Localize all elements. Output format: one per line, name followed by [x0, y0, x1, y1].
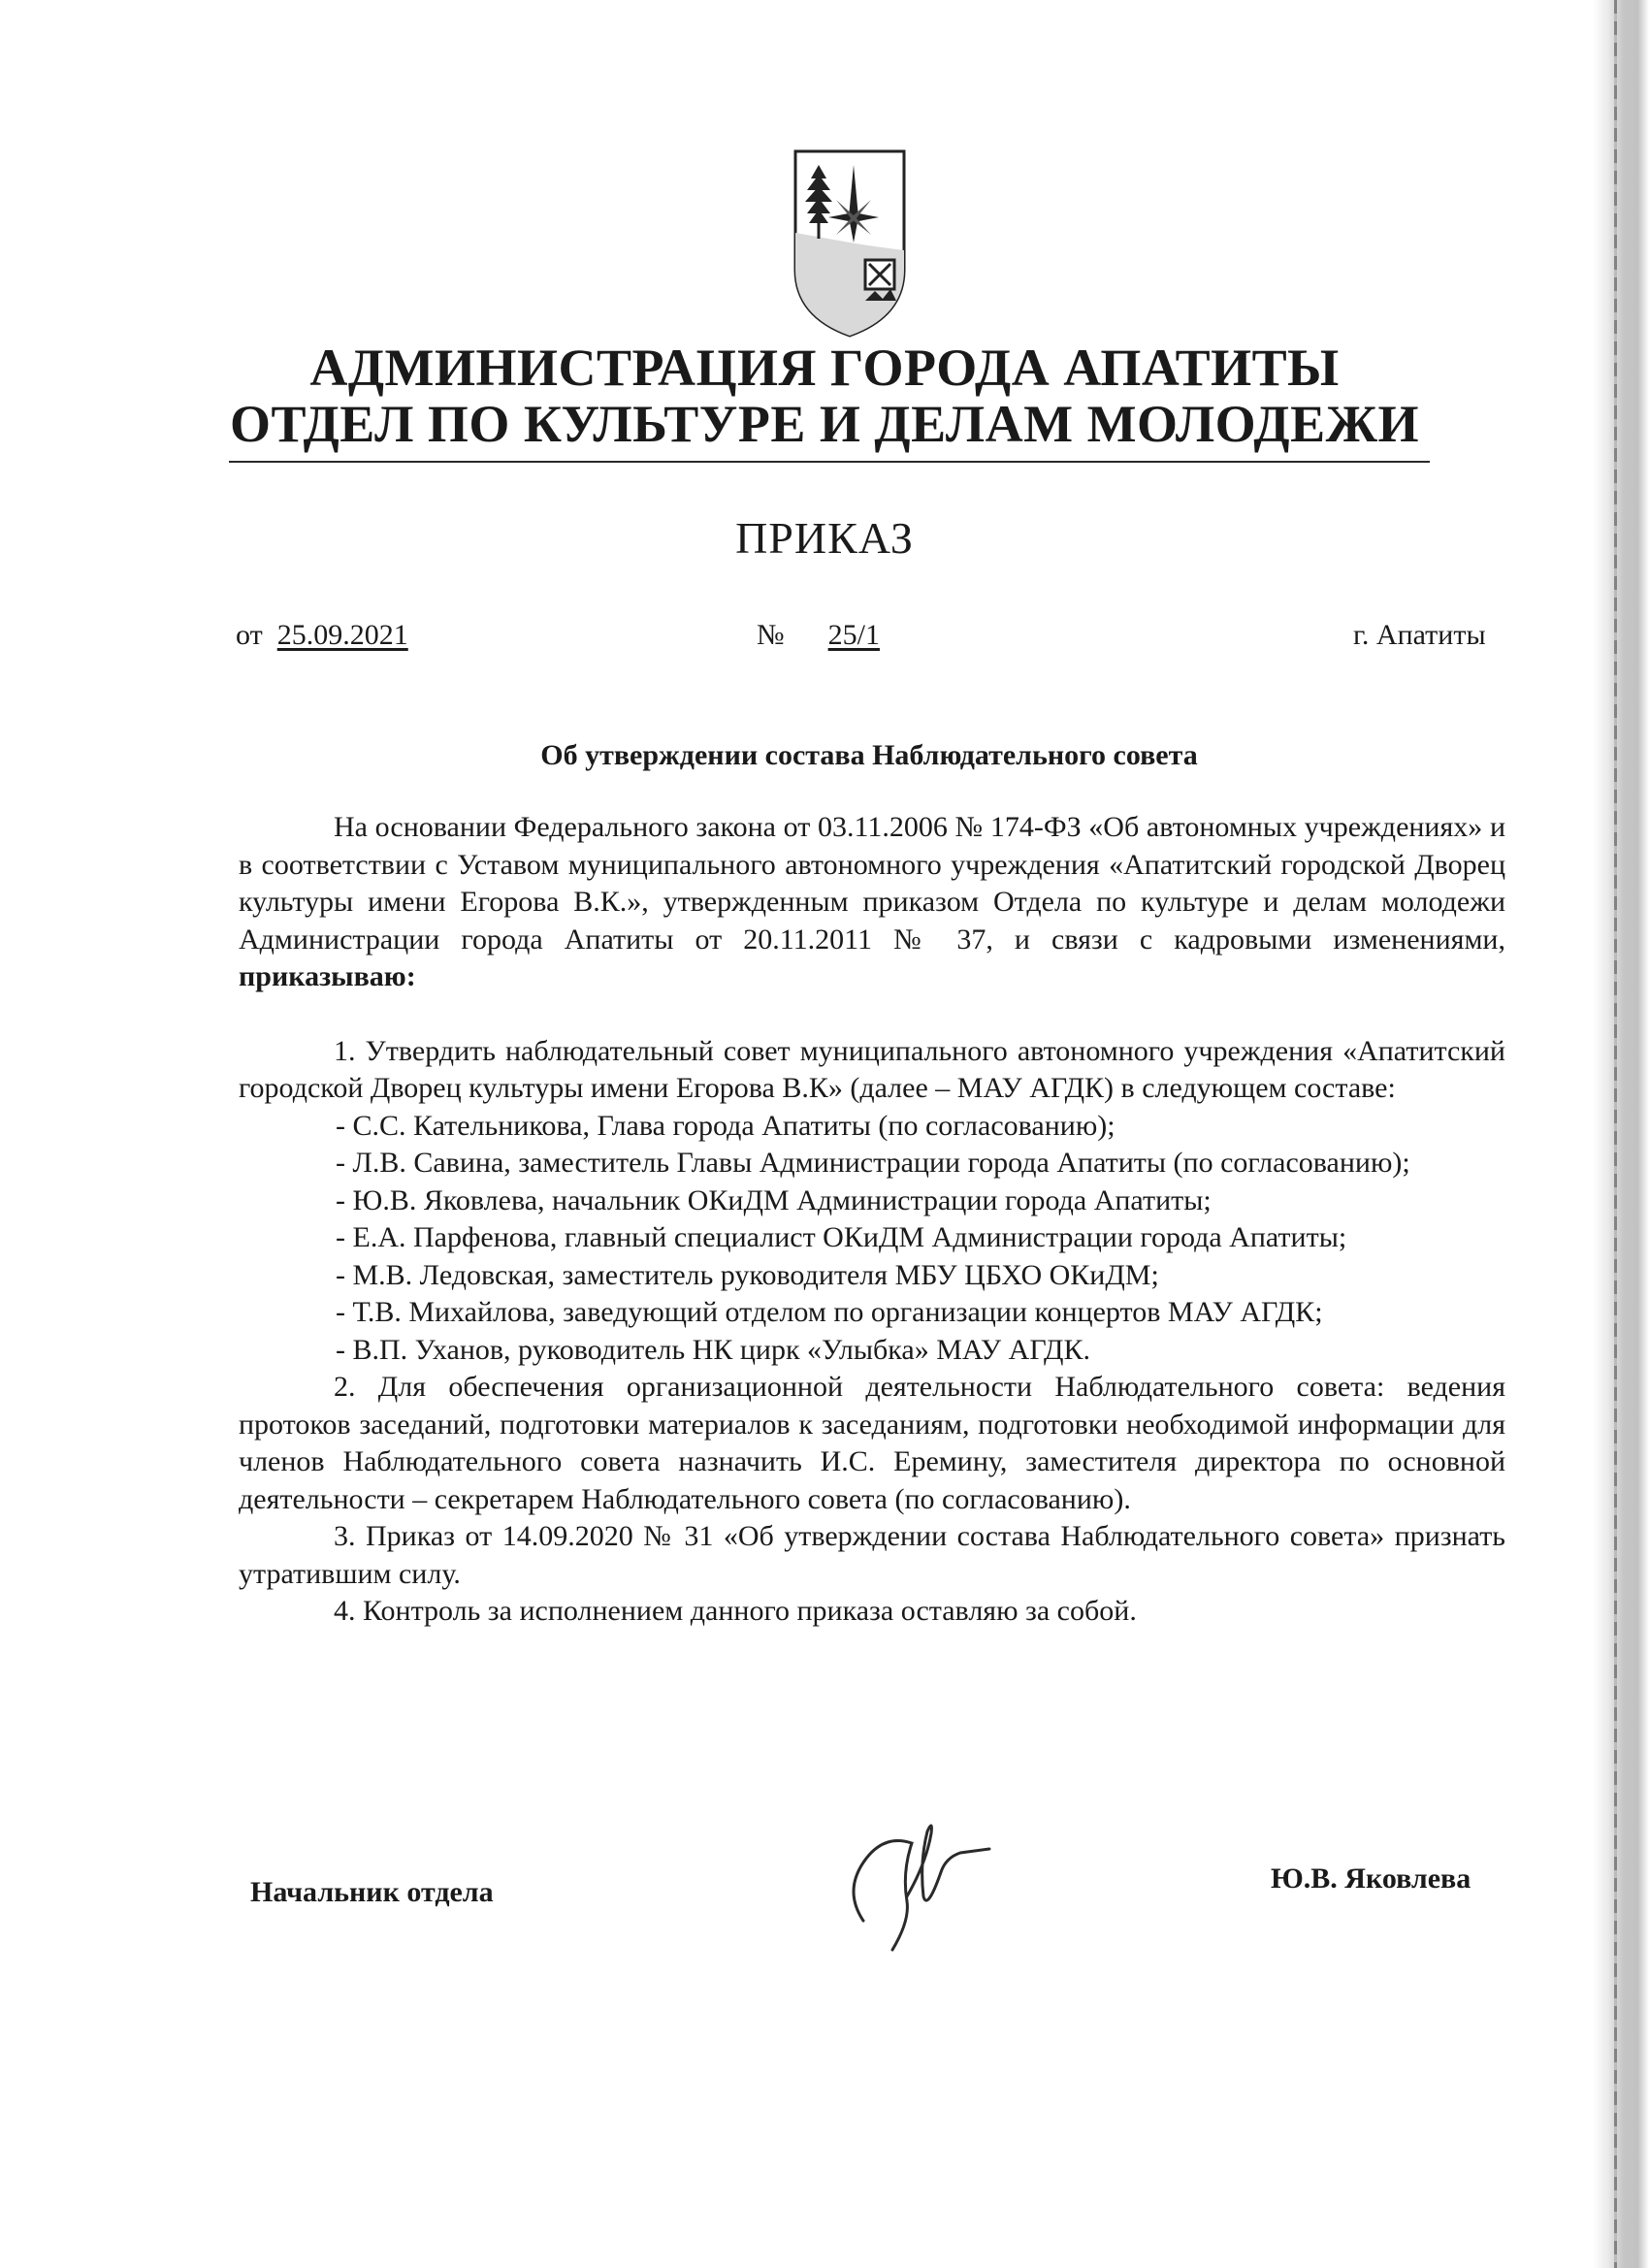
order-word: приказываю: [239, 960, 416, 992]
member-item: - Ю.В. Яковлева, начальник ОКиДМ Администрации города Апатиты; [336, 1183, 1212, 1216]
member-item: - Т.В. Михайлова, заведующий отделом по организации концертов МАУ АГДК; [336, 1296, 1323, 1328]
member-item: - Е.А. Парфенова, главный специалист ОКиДМ Администрации города Апатиты; [336, 1221, 1347, 1253]
order-date-label: от [236, 619, 263, 651]
member-item: - В.П. Уханов, руководитель НК цирк «Улыбка» МАУ АГДК. [336, 1333, 1091, 1366]
document-type: ПРИКАЗ [735, 513, 914, 563]
item-4: 4. Контроль за исполнением данного приказа оставляю за собой. [334, 1595, 1137, 1627]
preamble-paragraph [239, 809, 1505, 996]
member-item: - М.В. Ледовская, заместитель руководителя МБУ ЦБХО ОКиДМ; [336, 1258, 1159, 1291]
order-number-label: № [757, 619, 785, 651]
document-title: Об утверждении состава Наблюдательного совета [540, 739, 1198, 771]
city-coat-of-arms-icon [790, 146, 910, 340]
order-city: г. Апатиты [1353, 619, 1486, 651]
order-number [757, 619, 880, 652]
member-item: - С.С. Кательникова, Глава города Апатиты (по согласованию); [336, 1109, 1116, 1142]
order-number-value: 25/1 [827, 619, 880, 651]
item-1: 1. Утвердить наблюдательный совет муниципального автономного учреждения «Апатитский городской Дворец культуры имени Егорова В.К» (далее – МАУ АГДК) в следующем составе: [239, 1034, 1505, 1104]
signatory-position: Начальник отдела [250, 1876, 494, 1908]
header-divider [229, 461, 1430, 463]
order-date-value: 25.09.2021 [276, 619, 408, 651]
header-line-department: ОТДЕЛ ПО КУЛЬТУРЕ И ДЕЛАМ МОЛОДЕЖИ [230, 395, 1419, 453]
order-date [236, 619, 408, 652]
item-3: 3. Приказ от 14.09.2020 № 31 «Об утверждении состава Наблюдательного совета» признать утратившим силу. [239, 1520, 1505, 1590]
item-2: 2. Для обеспечения организационной деятельности Наблюдательного совета: ведения протоков заседаний, подготовки материалов к заседаниям, подготовки необходимой информации для членов Наблюдательного совета назначить И.С. Еремину, заместителя директора по основной деятельности – секретарем Наблюдательного совета (по согласованию). [239, 1371, 1505, 1515]
document-body [239, 809, 1505, 1631]
signatory-name: Ю.В. Яковлева [1271, 1863, 1471, 1895]
scan-edge-shadow [1593, 0, 1649, 2268]
header-line-administration: АДМИНИСТРАЦИЯ ГОРОДА АПАТИТЫ [309, 339, 1340, 397]
handwritten-signature-icon [834, 1804, 1009, 1960]
preamble-text: На основании Федерального закона от 03.11.2006 № 174-ФЗ «Об автономных учреждениях» и в соответствии с Уставом муниципального автономного учреждения «Апатитский городской Дворец культуры имени Егорова В.К.», утвержденным приказом Отдела по культуре и делам молодежи Администрации города Апатиты от 20.11.2011 № 37, и связи с кадровыми изменениями, [239, 811, 1505, 956]
member-item: - Л.В. Савина, заместитель Главы Администрации города Апатиты (по согласованию); [336, 1147, 1410, 1179]
